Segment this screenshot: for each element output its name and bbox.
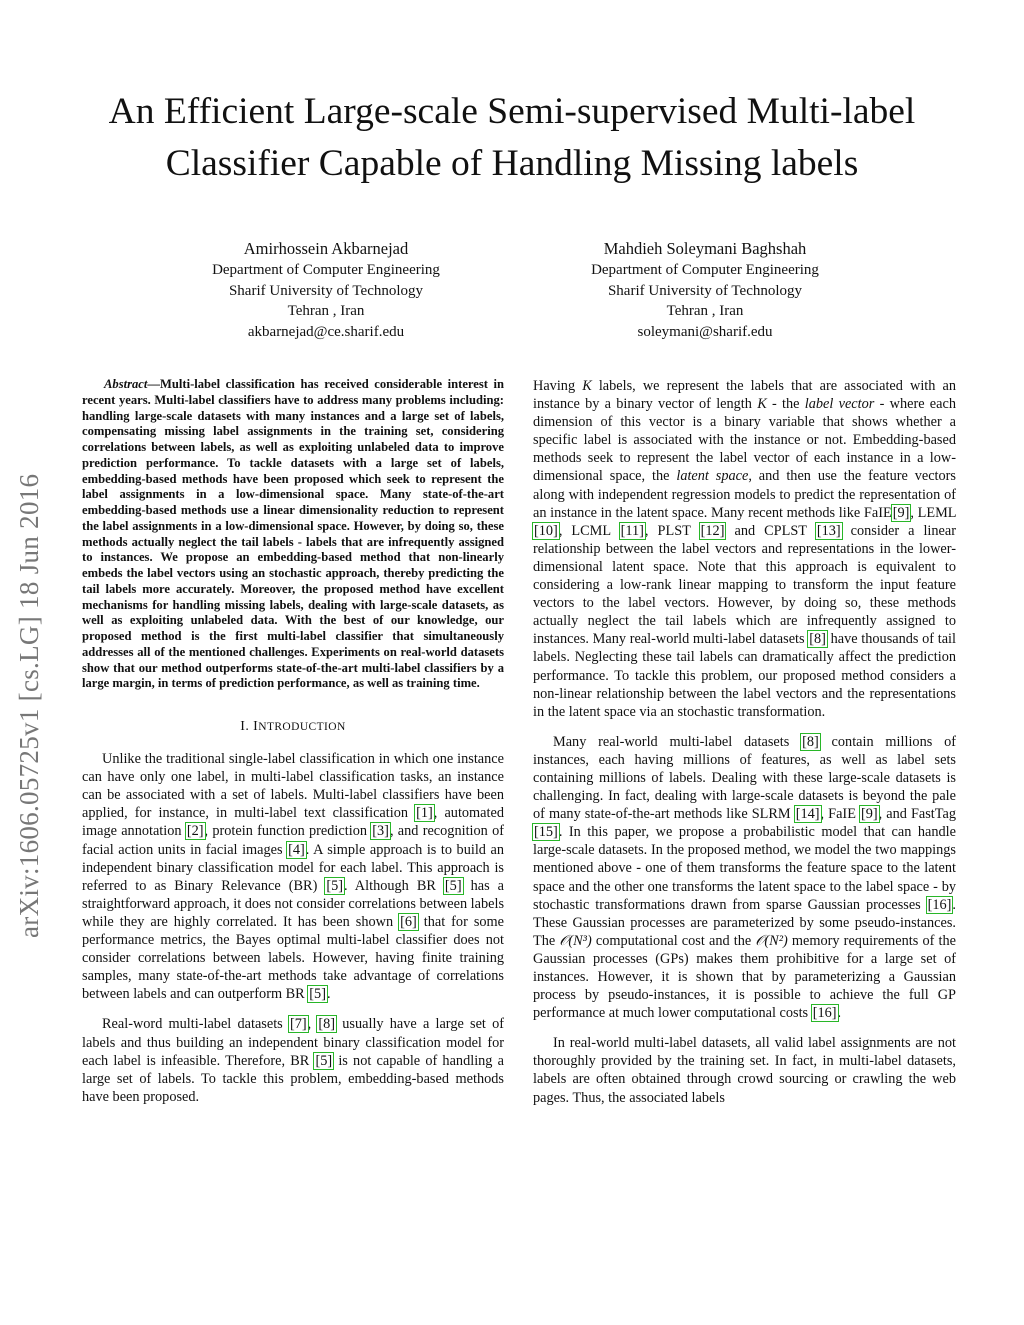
emphasis-term: latent space xyxy=(676,468,749,485)
citation-link[interactable]: [9] xyxy=(892,504,910,521)
section-heading-introduction xyxy=(82,718,504,736)
intro-paragraph-3 xyxy=(533,377,956,721)
text-run: memory requirements of the Gaussian processes (GPs) makes them prohibitive for a large set of instances. However, it is shown that by parameterizing a Gaussian process by pseudo-instances, it is possible to achieve the full GP performance at much lower computational costs xyxy=(533,932,956,1022)
abstract-text: —Multi-label classification has received considerable interest in recent years. Multi-label classifiers have to address many problems including: handling large-scale datasets with many instances and a large set of labels, compensating missing label assignments in the training set, considering correlations between labels, as well as exploiting unlabeled data to improve prediction performance. To tackle datasets with a large set of labels, embedding-based methods have been proposed which seek to represent the label assignments in a low-dimensional space. Many state-of-the-art embedding-based methods use a linear dimensionality reduction to represent the label assignments in a low-dimensional space. However, by doing so, these methods actually neglect the tail labels - labels that are infrequently assigned to instances. We propose an embedding-based method that non-linearly embeds the label vectors using an stochastic approach, thereby predicting the tail labels more accurately. Moreover, the proposed method have excellent mechanisms for handling missing labels, dealing with large-scale datasets, as well as exploiting unlabeled data. With the best of our knowledge, our proposed method is the first multi-label classifier that simultaneously addresses all of the mentioned challenges. Experiments on real-world datasets show that our method outperforms state-of-the-art multi-label classifiers by a large margin, in terms of prediction performance, as well as training time. xyxy=(82,377,504,691)
section-title-initial: I xyxy=(253,719,259,734)
citation-link[interactable]: [6] xyxy=(400,913,417,930)
author-location: Tehran , Iran xyxy=(666,303,744,319)
citation-link[interactable]: [7] xyxy=(289,1016,307,1033)
citation-link[interactable]: [5] xyxy=(444,877,462,894)
text-run: that for some performance metrics, the Bayes optimal multi-label classifier does not consider correlations between labels. However, having finite training samples, many state-of-the-art methods take advantage of correlations between labels and can outperform BR xyxy=(82,913,504,1003)
text-run: Having xyxy=(533,378,583,394)
text-run: . These Gaussian processes are parameterized by some pseudo-instances. The xyxy=(533,896,956,949)
left-column xyxy=(82,377,504,1118)
citation-link[interactable]: [8] xyxy=(809,631,826,648)
text-run: , xyxy=(307,1016,318,1033)
abstract xyxy=(82,377,504,692)
citation-link[interactable]: [1] xyxy=(416,805,433,822)
citation-link[interactable]: [16] xyxy=(812,1005,837,1022)
text-run: is not capable of handling a large set of labels. To tackle this problem, embedding-based methods have been proposed. xyxy=(82,1052,504,1105)
text-run: , FaIE xyxy=(820,806,860,823)
intro-paragraph-2 xyxy=(82,1015,504,1105)
abstract-lead: Abstract xyxy=(104,377,148,391)
intro-paragraph-5 xyxy=(533,1034,956,1106)
intro-paragraph-1 xyxy=(82,750,504,1003)
paper-title xyxy=(0,86,1024,190)
math-expression: 𝒪(N³) xyxy=(559,932,592,949)
citation-link[interactable]: [13] xyxy=(816,522,841,539)
text-run: , PLST xyxy=(644,522,700,539)
citation-link[interactable]: [5] xyxy=(315,1052,333,1069)
text-run: consider a linear relationship between the label vectors and representations in the lower-dimensional latent space. Note that this approach is equivalent to considering a low-rank linear mapping to transform the input feature vectors to the label vectors. However, by doing so, these methods actually neglect the tail labels which are infrequently assigned to instances. Many real-world multi-label datasets xyxy=(533,522,957,648)
intro-paragraph-4 xyxy=(533,733,956,1023)
text-run: contain millions of instances, each having millions of features, as well as label sets containing millions of labels. Dealing with these large-scale datasets is challenging. In fact, dealing with large-scale datasets is beyond the pale of many state-of-the-art methods like SLRM xyxy=(533,733,956,823)
text-run: have thousands of tail labels. Neglecting these tail labels can dramatically affect the prediction performance. To tackle this problem, our proposed method considers a non-linear relationship between the label vectors and the representations in the latent space via an stochastic transformation. xyxy=(533,631,956,720)
citation-link[interactable]: [4] xyxy=(288,841,305,858)
text-run: Unlike the traditional single-label classification in which one instance can have only one label, in multi-label classification tasks, an instance can be associated with a set of labels. Multi-label classifiers have been applied, for instance, in multi-label text classification xyxy=(82,751,504,822)
citation-link[interactable]: [2] xyxy=(186,823,204,840)
text-run: . In this paper, we propose a probabilistic model that can handle large-scale datasets. In the proposed method, we model the two mappings mentioned above - one of them transforms the feature space to the latent space and the other one transforms the latent space to the label space - by stochastic transformations drawn from sparse Gaussian processes xyxy=(533,824,956,913)
text-run: , LCML xyxy=(558,522,620,539)
citation-link[interactable]: [8] xyxy=(802,733,819,750)
author-dept: Department of Computer Engineering xyxy=(591,262,819,278)
author-dept: Department of Computer Engineering xyxy=(212,262,440,278)
text-run: . Although BR xyxy=(344,877,444,894)
math-expression: 𝒪(N²) xyxy=(755,932,788,949)
section-title-rest: NTRODUCTION xyxy=(258,721,346,733)
section-numeral: I. xyxy=(240,719,250,734)
author-univ: Sharif University of Technology xyxy=(607,282,803,299)
text-run: . xyxy=(326,986,331,1003)
text-run: , automated image annotation xyxy=(82,805,504,840)
text-run: computational cost and the xyxy=(591,932,756,949)
text-run: - the xyxy=(766,396,805,413)
citation-link[interactable]: [15] xyxy=(534,824,558,841)
citation-link[interactable]: [11] xyxy=(620,522,644,539)
citation-link[interactable]: [5] xyxy=(326,877,344,894)
title-line-1: An Efficient Large-scale Semi-supervised Multi-label xyxy=(108,91,916,132)
text-run: , and FastTag xyxy=(878,806,957,823)
citation-link[interactable]: [10] xyxy=(534,522,558,539)
emphasis-term: label vector xyxy=(804,396,875,413)
citation-link[interactable]: [8] xyxy=(318,1016,336,1033)
text-run: , LEML xyxy=(910,504,957,521)
math-symbol: K xyxy=(582,378,592,394)
text-run: usually have a large set of labels and thus building an independent binary classification model for each label is infeasible. Therefore, BR xyxy=(82,1016,504,1069)
citation-link[interactable]: [16] xyxy=(927,896,952,913)
text-run: , and then use the feature vectors along with independent regression models to predict the representation of an instance in the latent space. Many recent methods like FaIE xyxy=(533,468,956,521)
text-run: Many real-world multi-label datasets xyxy=(553,733,802,750)
math-symbol: K xyxy=(757,396,767,413)
citation-link[interactable]: [3] xyxy=(372,823,389,840)
citation-link[interactable]: [12] xyxy=(700,522,725,539)
citation-link[interactable]: [9] xyxy=(860,806,878,823)
author-block-2 xyxy=(505,238,905,342)
text-run: - where each dimension of this vector is a binary variable that shows whether a specific label is associated with the instance or not. Embedding-based methods seek to represent the label vector of each instance in a low-dimensional space, the xyxy=(533,396,956,485)
text-run: has a straightforward approach, it does not consider correlations between labels while they are highly correlated. It has been shown xyxy=(82,877,505,930)
text-run: and CPLST xyxy=(725,522,816,539)
author-name: Mahdieh Soleymani Baghshah xyxy=(603,239,807,258)
author-name: Amirhossein Akbarnejad xyxy=(243,239,409,258)
text-run: , protein function prediction xyxy=(204,823,372,840)
author-email[interactable]: akbarnejad@ce.sharif.edu xyxy=(247,323,405,340)
author-univ: Sharif University of Technology xyxy=(228,282,424,299)
title-line-2: Classifier Capable of Handling Missing labels xyxy=(165,143,859,184)
author-email[interactable]: soleymani@sharif.edu xyxy=(637,323,773,340)
citation-link[interactable]: [5] xyxy=(309,986,326,1003)
citation-link[interactable]: [14] xyxy=(795,806,820,823)
text-run: . A simple approach is to build an independent binary classification model for each label. This approach is referred to as Binary Relevance (BR) xyxy=(82,841,504,894)
author-location: Tehran , Iran xyxy=(287,303,365,319)
arxiv-stamp: arXiv:1606.05725v1 [cs.LG] 18 Jun 2016 xyxy=(14,473,44,938)
text-run: In real-world multi-label datasets, all valid label assignments are not thoroughly provided by the training set. In fact, in multi-label datasets, labels are often obtained through crowd sourcing or crawling the web pages. Thus, the associated labels xyxy=(533,1035,956,1106)
author-block-1 xyxy=(126,238,526,342)
text-run: , and recognition of facial action units in facial images xyxy=(82,823,504,858)
text-run: Real-word multi-label datasets xyxy=(102,1016,289,1033)
section-title xyxy=(253,719,346,734)
text-run: . xyxy=(837,1005,842,1022)
right-column xyxy=(533,377,956,1119)
text-run: labels, we represent the labels that are associated with an instance by a binary vector of length xyxy=(533,378,956,413)
